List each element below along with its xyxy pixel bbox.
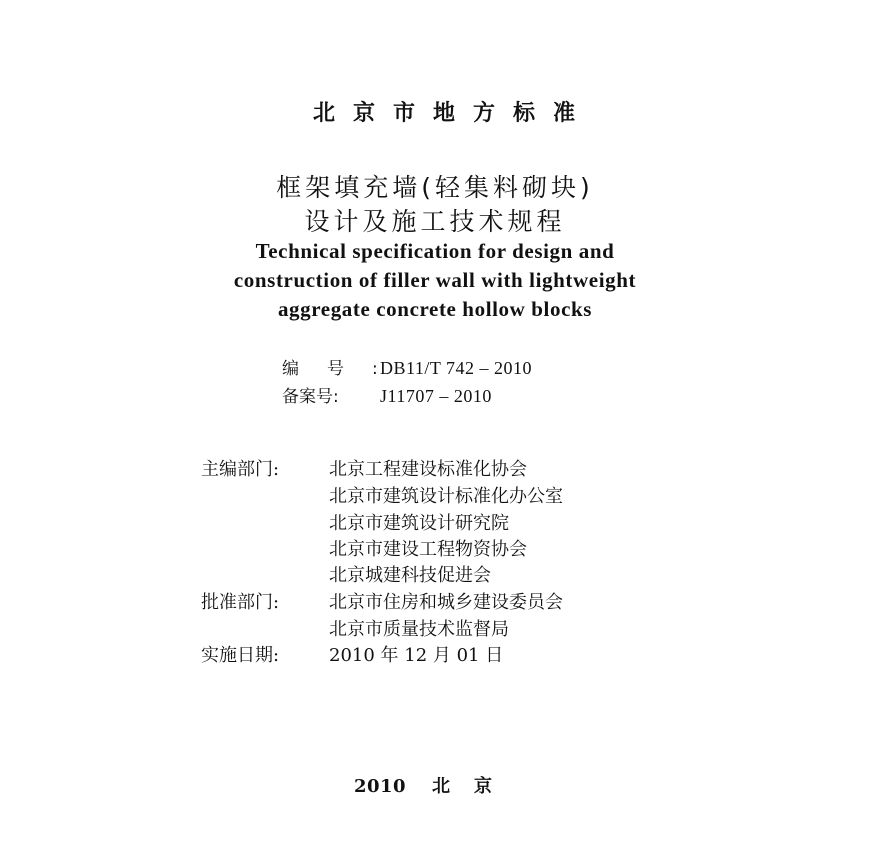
effective-date-value: 2010 年 12 月 01 日	[329, 645, 504, 666]
english-title-line-2: construction of filler wall with lightweight	[233, 268, 637, 292]
editor-org-4: 北京市建设工程物资协会	[329, 539, 527, 560]
english-title-line-3: aggregate concrete hollow blocks	[277, 297, 593, 321]
standard-number-row	[282, 354, 532, 379]
editor-org-3: 北京市建筑设计研究院	[329, 513, 509, 534]
approver-dept-label: 批准部门:	[201, 592, 280, 613]
record-number-label: 备案号:	[282, 387, 339, 407]
english-title-line-1: Technical specification for design and	[255, 239, 615, 263]
approver-org-1: 北京市住房和城乡建设委员会	[329, 592, 563, 613]
standard-number-label: 编号:	[282, 359, 406, 379]
standard-number-value: DB11/T 742 – 2010	[380, 358, 533, 378]
effective-date-label: 实施日期:	[201, 645, 280, 666]
publication-imprint	[0, 772, 870, 798]
approver-org-2: 北京市质量技术监督局	[329, 619, 509, 640]
record-number-value: J11707 – 2010	[380, 386, 492, 406]
chinese-title-line-1: 框架填充墙(轻集料砌块)	[276, 173, 594, 202]
imprint-city: 北京	[432, 776, 517, 797]
standard-type-heading: 北京市地方标准	[312, 101, 593, 126]
chinese-title-line-2: 设计及施工技术规程	[304, 207, 566, 236]
editor-org-1: 北京工程建设标准化协会	[329, 459, 527, 480]
editor-org-5: 北京城建科技促进会	[329, 565, 491, 586]
editor-org-2: 北京市建筑设计标准化办公室	[329, 486, 563, 507]
record-number-row	[282, 382, 492, 407]
imprint-year: 2010	[353, 776, 407, 797]
editor-dept-label: 主编部门:	[201, 459, 280, 480]
